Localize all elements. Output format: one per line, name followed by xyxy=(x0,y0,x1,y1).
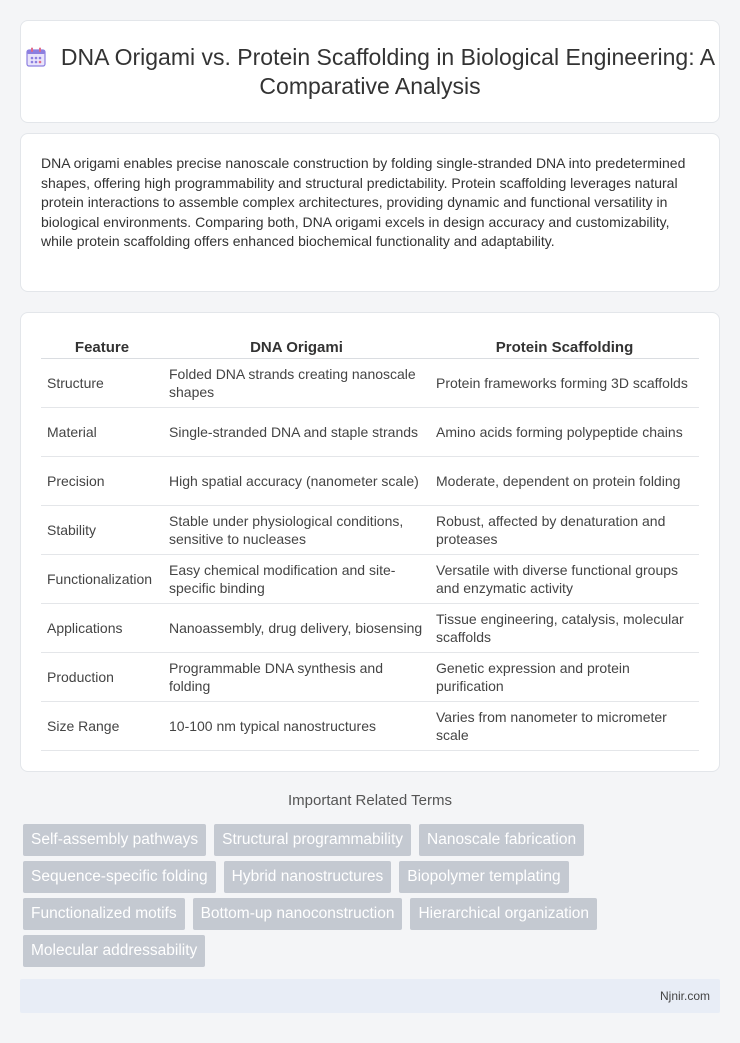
calendar-icon xyxy=(25,46,47,68)
related-term-tag[interactable]: Hierarchical organization xyxy=(410,898,597,930)
comparison-table xyxy=(41,333,699,751)
table-row xyxy=(41,456,699,505)
feature-cell: Stability xyxy=(41,505,163,554)
protein-scaffolding-cell: Versatile with diverse functional groups and enzymatic activity xyxy=(430,554,699,603)
table-row xyxy=(41,554,699,603)
footer xyxy=(20,979,720,1013)
footer-site-link[interactable]: Njnir.com xyxy=(659,989,710,1003)
intro-card xyxy=(20,133,720,292)
comparison-card xyxy=(20,312,720,772)
protein-scaffolding-cell: Tissue engineering, catalysis, molecular scaffolds xyxy=(430,603,699,652)
related-terms-list xyxy=(20,822,720,970)
table-row xyxy=(41,505,699,554)
related-term-tag[interactable]: Hybrid nanostructures xyxy=(224,861,392,893)
dna-origami-cell: High spatial accuracy (nanometer scale) xyxy=(163,456,430,505)
header-feature: Feature xyxy=(41,333,163,358)
protein-scaffolding-cell: Robust, affected by denaturation and proteases xyxy=(430,505,699,554)
title-card xyxy=(20,20,720,123)
feature-cell: Production xyxy=(41,652,163,701)
related-term-tag[interactable]: Bottom-up nanoconstruction xyxy=(193,898,403,930)
feature-cell: Functionalization xyxy=(41,554,163,603)
table-row xyxy=(41,407,699,456)
related-term-tag[interactable]: Functionalized motifs xyxy=(23,898,185,930)
related-term-tag[interactable]: Self-assembly pathways xyxy=(23,824,206,856)
related-term-tag[interactable]: Biopolymer templating xyxy=(399,861,568,893)
protein-scaffolding-cell: Genetic expression and protein purification xyxy=(430,652,699,701)
feature-cell: Precision xyxy=(41,456,163,505)
dna-origami-cell: Programmable DNA synthesis and folding xyxy=(163,652,430,701)
feature-cell: Applications xyxy=(41,603,163,652)
related-term-tag[interactable]: Molecular addressability xyxy=(23,935,205,967)
dna-origami-cell: Folded DNA strands creating nanoscale shapes xyxy=(163,358,430,407)
table-row xyxy=(41,358,699,407)
related-term-tag[interactable]: Nanoscale fabrication xyxy=(419,824,584,856)
table-header-row xyxy=(41,333,699,358)
related-term-tag[interactable]: Sequence-specific folding xyxy=(23,861,216,893)
header-protein-scaffolding: Protein Scaffolding xyxy=(430,333,699,358)
table-row xyxy=(41,603,699,652)
dna-origami-cell: Single-stranded DNA and staple strands xyxy=(163,407,430,456)
intro-paragraph: DNA origami enables precise nanoscale construction by folding single-stranded DNA into predetermined shapes, offering high programmability and structural predictability. Protein scaffolding leverages natural protein interactions to assemble complex architectures, providing dynamic and functional versatility in biological environments. Comparing both, DNA origami excels in design accuracy and customizability, while protein scaffolding offers enhanced biochemical functionality and adaptability. xyxy=(41,155,686,249)
protein-scaffolding-cell: Moderate, dependent on protein folding xyxy=(430,456,699,505)
header-dna-origami: DNA Origami xyxy=(163,333,430,358)
related-terms-heading: Important Related Terms xyxy=(288,792,452,809)
protein-scaffolding-cell: Varies from nanometer to micrometer scale xyxy=(430,701,699,750)
protein-scaffolding-cell: Protein frameworks forming 3D scaffolds xyxy=(430,358,699,407)
table-row xyxy=(41,652,699,701)
title-wrap xyxy=(21,43,719,101)
dna-origami-cell: 10-100 nm typical nanostructures xyxy=(163,701,430,750)
feature-cell: Material xyxy=(41,407,163,456)
dna-origami-cell: Easy chemical modification and site-specific binding xyxy=(163,554,430,603)
dna-origami-cell: Stable under physiological conditions, sensitive to nucleases xyxy=(163,505,430,554)
related-term-tag[interactable]: Structural programmability xyxy=(214,824,411,856)
page-title: DNA Origami vs. Protein Scaffolding in Biological Engineering: A Comparative Analysis xyxy=(60,44,716,99)
feature-cell: Structure xyxy=(41,358,163,407)
protein-scaffolding-cell: Amino acids forming polypeptide chains xyxy=(430,407,699,456)
dna-origami-cell: Nanoassembly, drug delivery, biosensing xyxy=(163,603,430,652)
table-row xyxy=(41,701,699,750)
feature-cell: Size Range xyxy=(41,701,163,750)
